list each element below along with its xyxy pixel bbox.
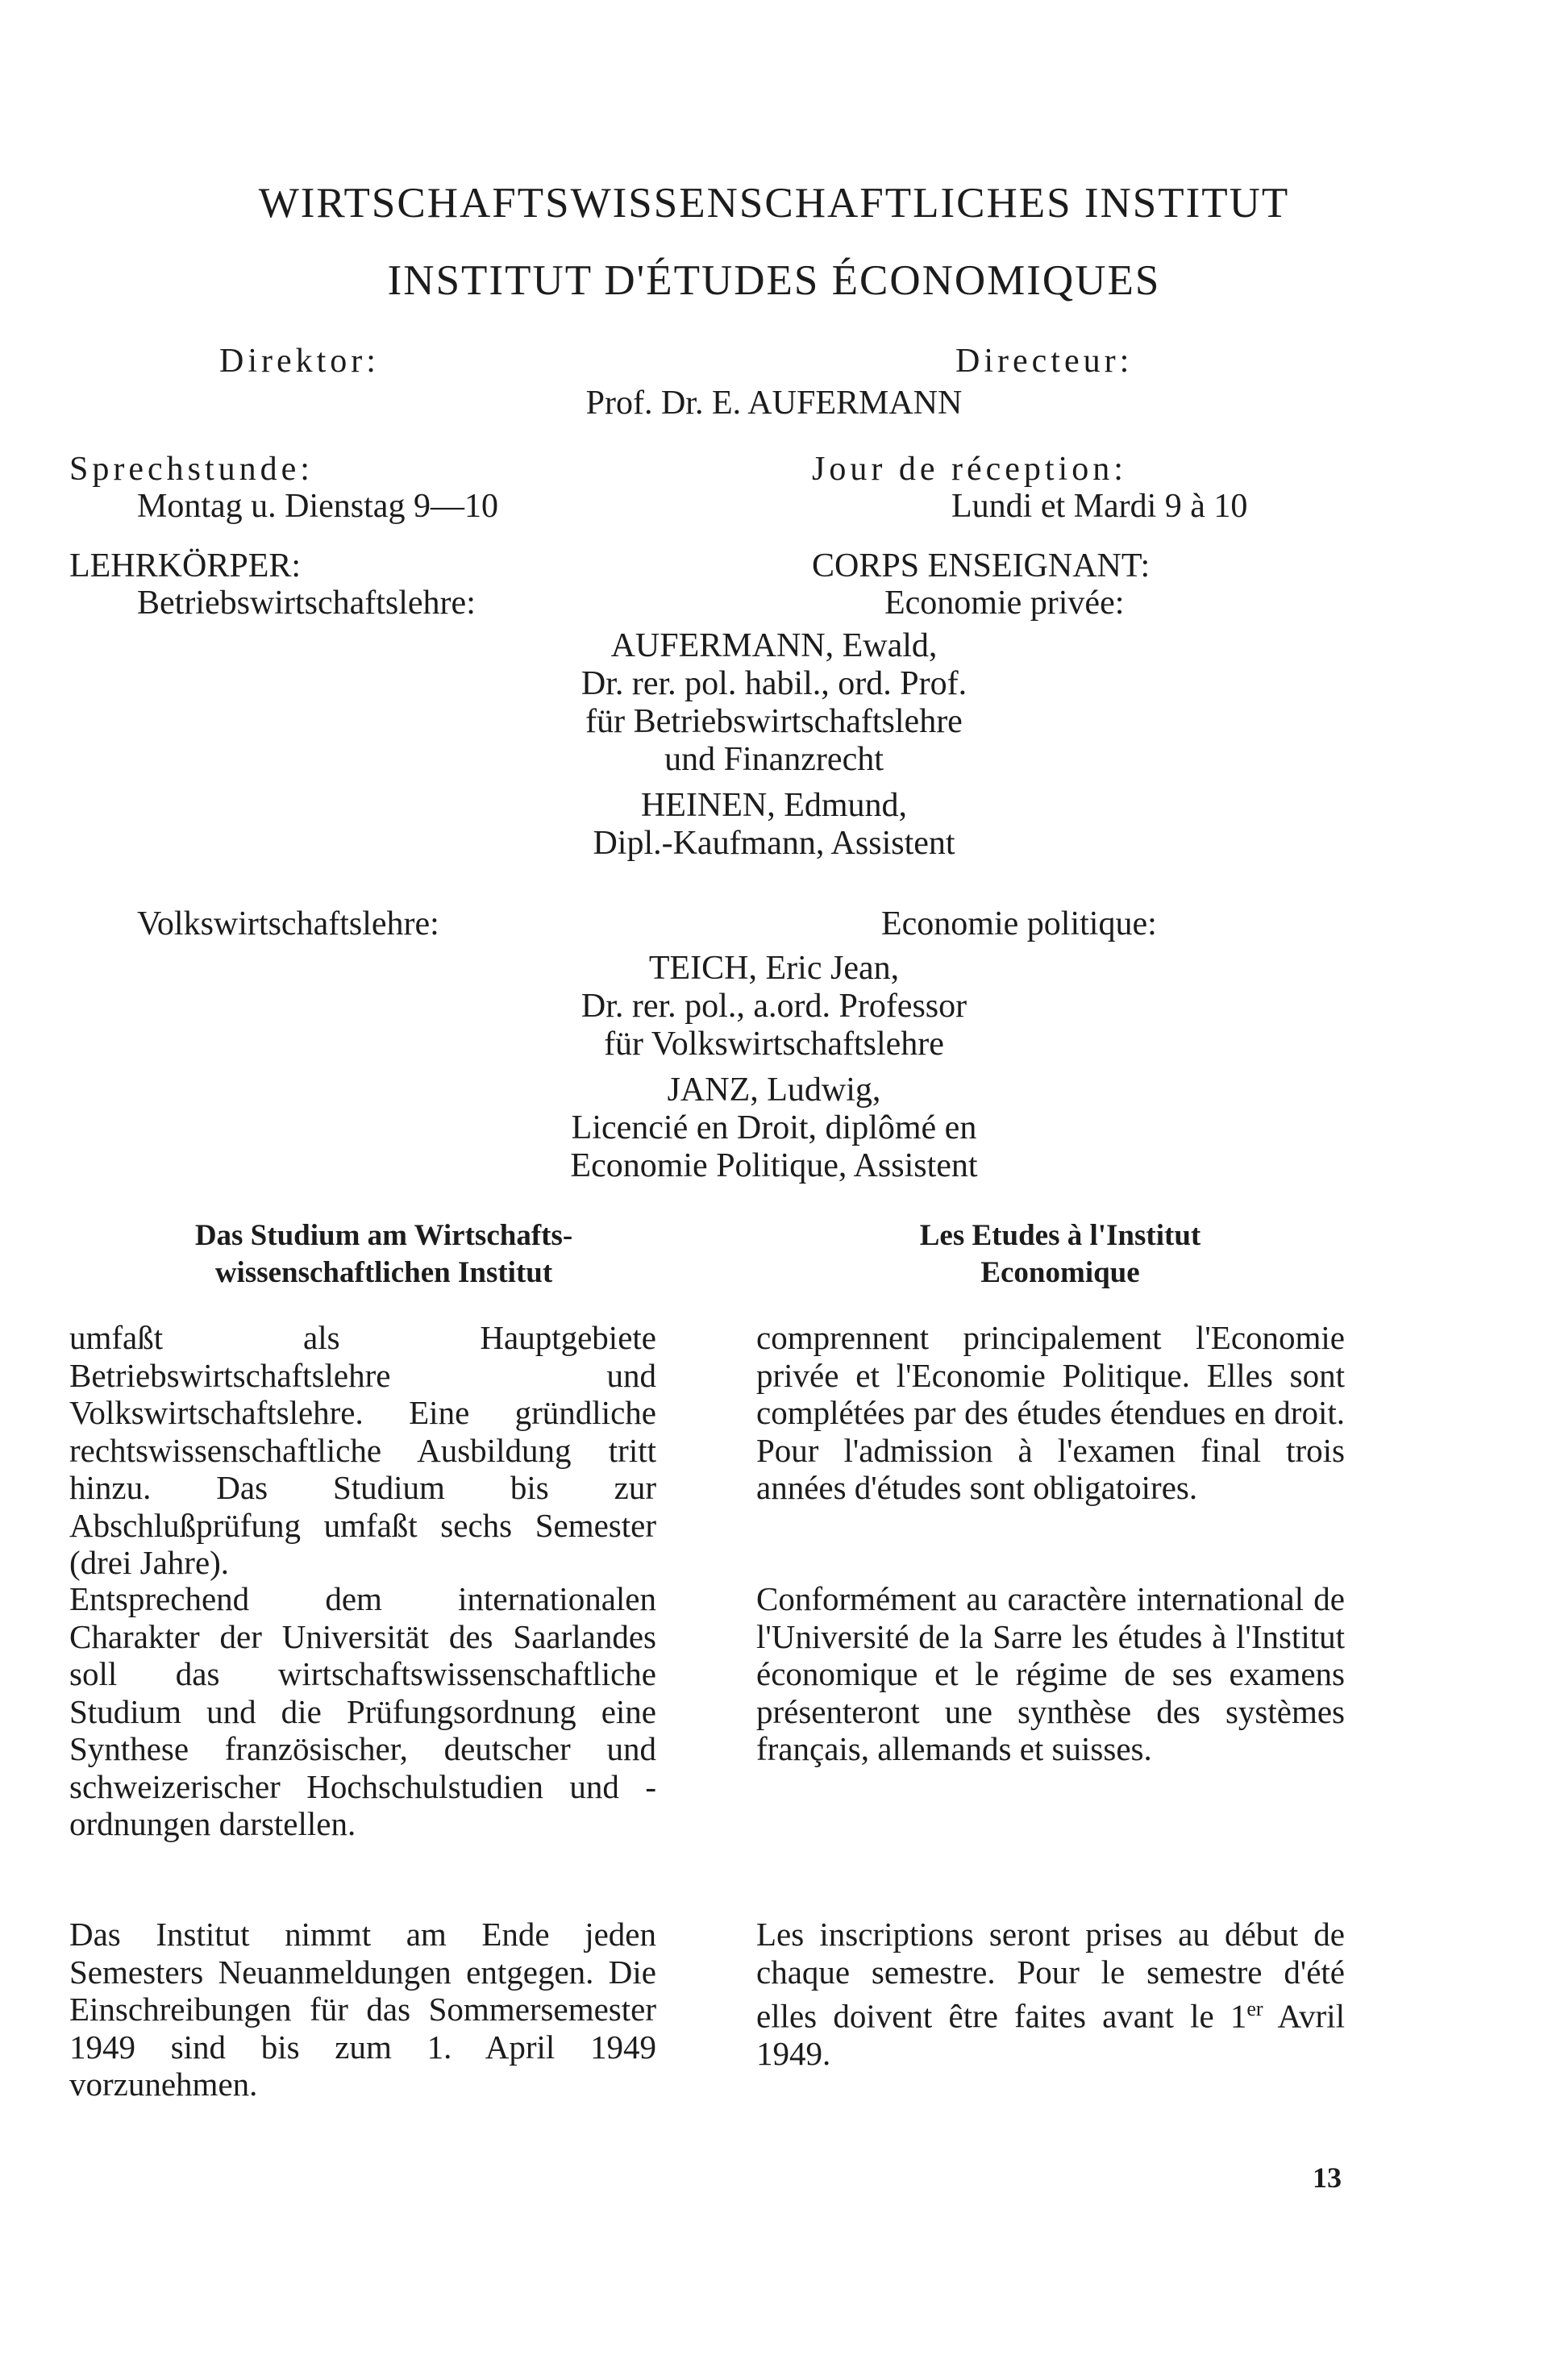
- office-hours-french: Lundi et Mardi 9 à 10: [951, 488, 1248, 525]
- faculty-line: Dipl.-Kaufmann, Assistent: [593, 825, 955, 862]
- study-heading-line: Das Studium am Wirtschafts-: [194, 1219, 573, 1252]
- study-paragraph-french: Conformément au caractère international de l'Université de la Sarre les études à l'Institut économique et le régime de ses examens présenteront une synthèse des systèmes français, allemands et suisses.: [756, 1580, 1345, 1767]
- faculty-line: Dr. rer. pol., a.ord. Professor: [580, 988, 968, 1025]
- faculty-label-french: CORPS ENSEIGNANT:: [812, 547, 1151, 585]
- section-label-french-economics: Economie politique:: [881, 905, 1157, 942]
- registration-text: Les inscriptions seront prises au début de chaque semestre. Pour le semestre d'été elles doivent être faites avant le 1: [756, 1916, 1345, 2035]
- faculty-line: und Finanzrecht: [664, 741, 884, 778]
- study-heading-line: Les Etudes à l'Institut: [919, 1219, 1201, 1252]
- registration-text-end: Avril 1949.: [756, 1997, 1345, 2073]
- faculty-list-economics: [0, 950, 1548, 1185]
- office-hours-label-french: Jour de réception:: [812, 451, 1127, 488]
- study-paragraph-german: Das Institut nimmt am Ende jeden Semesters Neuanmeldungen entgegen. Die Einschreibungen für das Sommersemester 1949 sind bis zum 1. April 1949 vorzunehmen.: [69, 1916, 656, 2103]
- study-heading-german: [69, 1217, 698, 1292]
- faculty-line: Economie Politique, Assistent: [570, 1147, 978, 1184]
- section-label-german-business: Betriebswirtschaftslehre:: [137, 585, 476, 622]
- faculty-list-business: [0, 627, 1548, 863]
- study-paragraph-french-registration: [756, 1916, 1345, 2073]
- director-name: Prof. Dr. E. AUFERMANN: [585, 385, 963, 422]
- faculty-line: AUFERMANN, Ewald,: [610, 627, 938, 664]
- study-paragraph-french: comprennent principalement l'Economie privée et l'Economie Politique. Elles sont complétées par des études étendues en droit. Pour l'admission à l'examen final trois années d'études sont obligatoires.: [756, 1319, 1345, 1506]
- office-hours-label-german: Sprechstunde:: [69, 451, 314, 488]
- faculty-label-german: LEHRKÖRPER:: [69, 547, 302, 585]
- faculty-line: Licencié en Droit, diplômé en: [571, 1109, 977, 1146]
- page-number: 13: [1313, 2162, 1342, 2194]
- registration-superscript: er: [1246, 1997, 1263, 2020]
- faculty-line: HEINEN, Edmund,: [640, 787, 908, 824]
- study-heading-line: Economique: [980, 1256, 1140, 1289]
- section-label-french-business: Economie privée:: [884, 585, 1125, 622]
- title-german: WIRTSCHAFTSWISSENSCHAFTLICHES INSTITUT: [258, 180, 1290, 227]
- director-label-german: Direktor:: [219, 343, 380, 380]
- title-french: INSTITUT D'ÉTUDES ÉCONOMIQUES: [387, 257, 1161, 304]
- study-heading-line: wissenschaftlichen Institut: [214, 1256, 553, 1289]
- study-paragraph-german: umfaßt als Hauptgebiete Betriebswirtschaftslehre und Volkswirtschaftslehre. Eine gründliche rechtswissenschaftliche Ausbildung tritt hinzu. Das Studium bis zur Abschlußprüfung umfaßt sechs Semester (drei Jahre).: [69, 1319, 656, 1581]
- study-paragraph-german: Entsprechend dem internationalen Charakter der Universität des Saarlandes soll das wirtschaftswissenschaftliche Studium und die Prüfungsordnung eine Synthese französischer, deutscher und schweizerischer Hochschulstudien und -ordnungen darstellen.: [69, 1580, 656, 1842]
- director-label-french: Directeur:: [955, 343, 1134, 380]
- faculty-line: TEICH, Eric Jean,: [648, 950, 900, 987]
- faculty-line: Dr. rer. pol. habil., ord. Prof.: [580, 665, 968, 702]
- faculty-line: JANZ, Ludwig,: [667, 1071, 881, 1109]
- faculty-line: für Volkswirtschaftslehre: [604, 1026, 944, 1063]
- office-hours-german: Montag u. Dienstag 9—10: [137, 488, 498, 525]
- study-heading-french: [750, 1217, 1371, 1292]
- section-label-german-economics: Volkswirtschaftslehre:: [137, 905, 439, 942]
- faculty-line: für Betriebswirtschaftslehre: [585, 703, 963, 740]
